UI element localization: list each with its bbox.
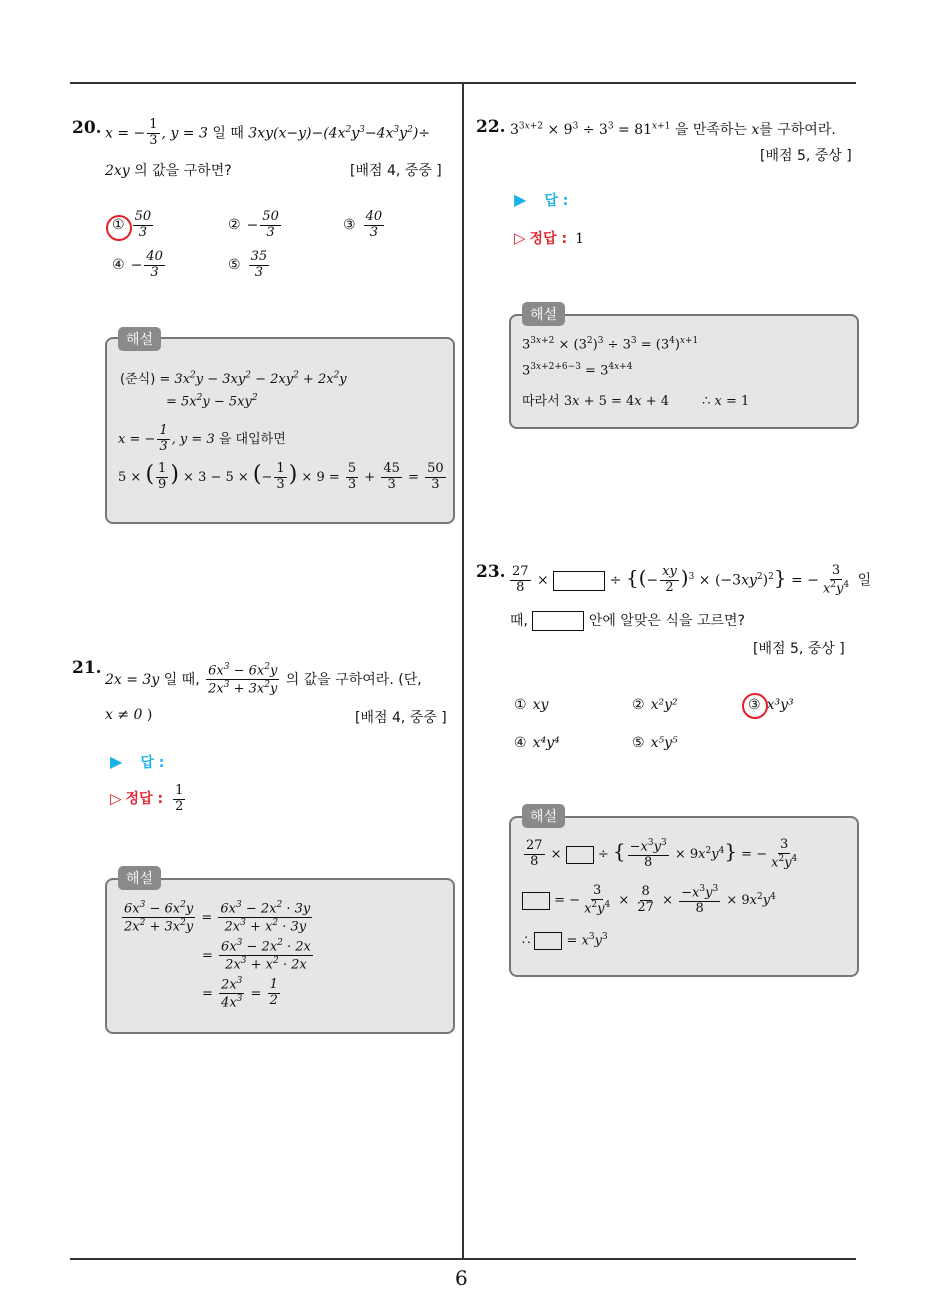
q20-option-2[interactable]: ② − $\frac{50}{3}$ xyxy=(228,209,279,240)
q21-stem-line2: x ≠ 0 ) xyxy=(105,707,153,723)
q23-solution-line-1: $\frac{27}{8}$ × ÷ { $\frac{-x^3y^3}{8}$ × $9x^2y^4$} = − $\frac{3}{x^2y^4}$ xyxy=(526,837,798,871)
q21-number: 21. xyxy=(72,658,102,678)
column-divider xyxy=(462,84,464,1259)
q23-selected-mark xyxy=(742,693,768,719)
q21-solution-line-3: = $\frac{2x^3}{4x^3}$ = $\frac{1}{2}$ xyxy=(202,976,278,1011)
q21-solution-line-2: = $\frac{6x^3 - 2x^2 \cdot 2x}{2x^3 + x^2 \cdot 2x}$ xyxy=(202,938,311,973)
q23-solution-tag: 해설 xyxy=(522,804,565,828)
q20-option-5[interactable]: ⑤ $\frac{35}{3}$ xyxy=(228,249,268,280)
q20-option-1[interactable]: ① $\frac{50}{3}$ xyxy=(112,209,152,240)
q23-solution-line-3: ∴ = $x^3y^3$ xyxy=(522,932,608,949)
q21-stem: 2x = 3y 일 때, $\frac{6x^3 - 6x^2y}{2x^3 + 3x^2y}$ 의 값을 구하여라. (단, xyxy=(105,662,422,697)
q22-number: 22. xyxy=(476,117,506,137)
q22-solution-tag: 해설 xyxy=(522,302,565,326)
q21-correct-row: ▷ 정답 : $\frac{1}{2}$ xyxy=(110,783,184,814)
q22-meta: [배점 5, 중상 ] xyxy=(760,148,852,164)
q21-answer-row[interactable]: ▶ 답 : xyxy=(110,752,165,771)
q22-solution-line-2: $3^{3x+2+6-3} = 3^{4x+4}$ xyxy=(522,362,633,379)
q20-meta: [배점 4, 중중 ] xyxy=(350,163,442,179)
q20-stem-line2: 2xy 의 값을 구하면? xyxy=(105,163,232,179)
q22-solution-line-1: $3^{3x+2} \times (3^2)^3 \div 3^3 = (3^4)^{x+1}$ xyxy=(522,336,699,353)
q21-meta: [배점 4, 중중 ] xyxy=(355,710,447,726)
q22-answer-row[interactable]: ▶ 답 : xyxy=(514,190,569,209)
q21-solution-line-1: $\frac{6x^3 - 6x^2y}{2x^2 + 3x^2y}$ = $\frac{6x^3 - 2x^2 \cdot 3y}{2x^3 + x^2 \cdot 3y}$ xyxy=(124,900,311,935)
q20-selected-mark xyxy=(106,215,132,241)
page-number: 6 xyxy=(455,1266,468,1290)
q20-solution-line-1: (준식) = $3x^2y - 3xy^2 - 2xy^2 + 2x^2y$ xyxy=(120,370,347,387)
q23-option-2[interactable]: ② x²y² xyxy=(632,697,678,713)
q20-solution-line-3: x = − $\frac{1}{3}$ , y = 3 을 대입하면 xyxy=(118,423,286,454)
q22-correct-row: ▷ 정답 : 1 xyxy=(514,229,584,247)
q20-option-3[interactable]: ③ $\frac{40}{3}$ xyxy=(343,209,383,240)
q23-option-1[interactable]: ① xy xyxy=(514,697,549,713)
bottom-rule xyxy=(70,1258,856,1260)
q20-number: 20. xyxy=(72,118,102,138)
q23-stem: $\frac{27}{8}$ × ÷ {(− $\frac{xy}{2}$ )$^3 \times (-3xy^2)^2$} = − $\frac{3}{x^2y^4}$ 일 xyxy=(512,563,872,597)
q23-option-4[interactable]: ④ x⁴y⁴ xyxy=(514,735,560,751)
q21-correct-arrow-icon: ▷ xyxy=(110,789,122,808)
q23-solution-line-2: = − $\frac{3}{x^2y^4}$ × $\frac{8}{27}$ × $\frac{-x^3y^3}{8}$ × $9x^2y^4$ xyxy=(522,884,776,917)
q20-solution-line-2: = $5x^2y - 5xy^2$ xyxy=(166,393,258,410)
q20-solution-line-4: 5 × ( $\frac{1}{9}$ ) × 3 − 5 × (− $\frac{1}{3}$ ) × 9 = $\frac{5}{3}$ + $\frac{45}{3}$ = $\frac{50}{3}$ xyxy=(118,461,444,492)
q23-stem-line2: 때, 안에 알맞은 식을 고르면? xyxy=(510,613,745,629)
q22-solution-line-3: 따라서 3x + 5 = 4x + 4 ∴ x = 1 xyxy=(522,394,750,409)
q22-stem: $3^{3x+2} \times 9^3 \div 3^3 = 81^{x+1}$ 을 만족하는 x를 구하여라. xyxy=(510,121,836,138)
q23-blank-box xyxy=(553,571,605,591)
q20-solution-tag: 해설 xyxy=(118,327,161,351)
q20-option-4[interactable]: ④ − $\frac{40}{3}$ xyxy=(112,249,163,280)
q23-option-3[interactable]: ③ x³y³ xyxy=(748,697,794,713)
q23-number: 23. xyxy=(476,562,506,582)
q21-solution-tag: 해설 xyxy=(118,866,161,890)
q21-answer-arrow-icon: ▶ xyxy=(110,752,123,771)
q23-meta: [배점 5, 중상 ] xyxy=(753,641,845,657)
q22-answer-arrow-icon: ▶ xyxy=(514,190,527,209)
q20-stem: x = − $\frac{1}{3}$ , y = 3 일 때 $3xy(x-y)-(4x^2y^3-4x^3y^2)\div$ xyxy=(105,117,431,148)
q23-option-5[interactable]: ⑤ x⁵y⁵ xyxy=(632,735,678,751)
q23-blank-box-2 xyxy=(532,611,584,631)
q22-correct-arrow-icon: ▷ xyxy=(514,229,526,247)
